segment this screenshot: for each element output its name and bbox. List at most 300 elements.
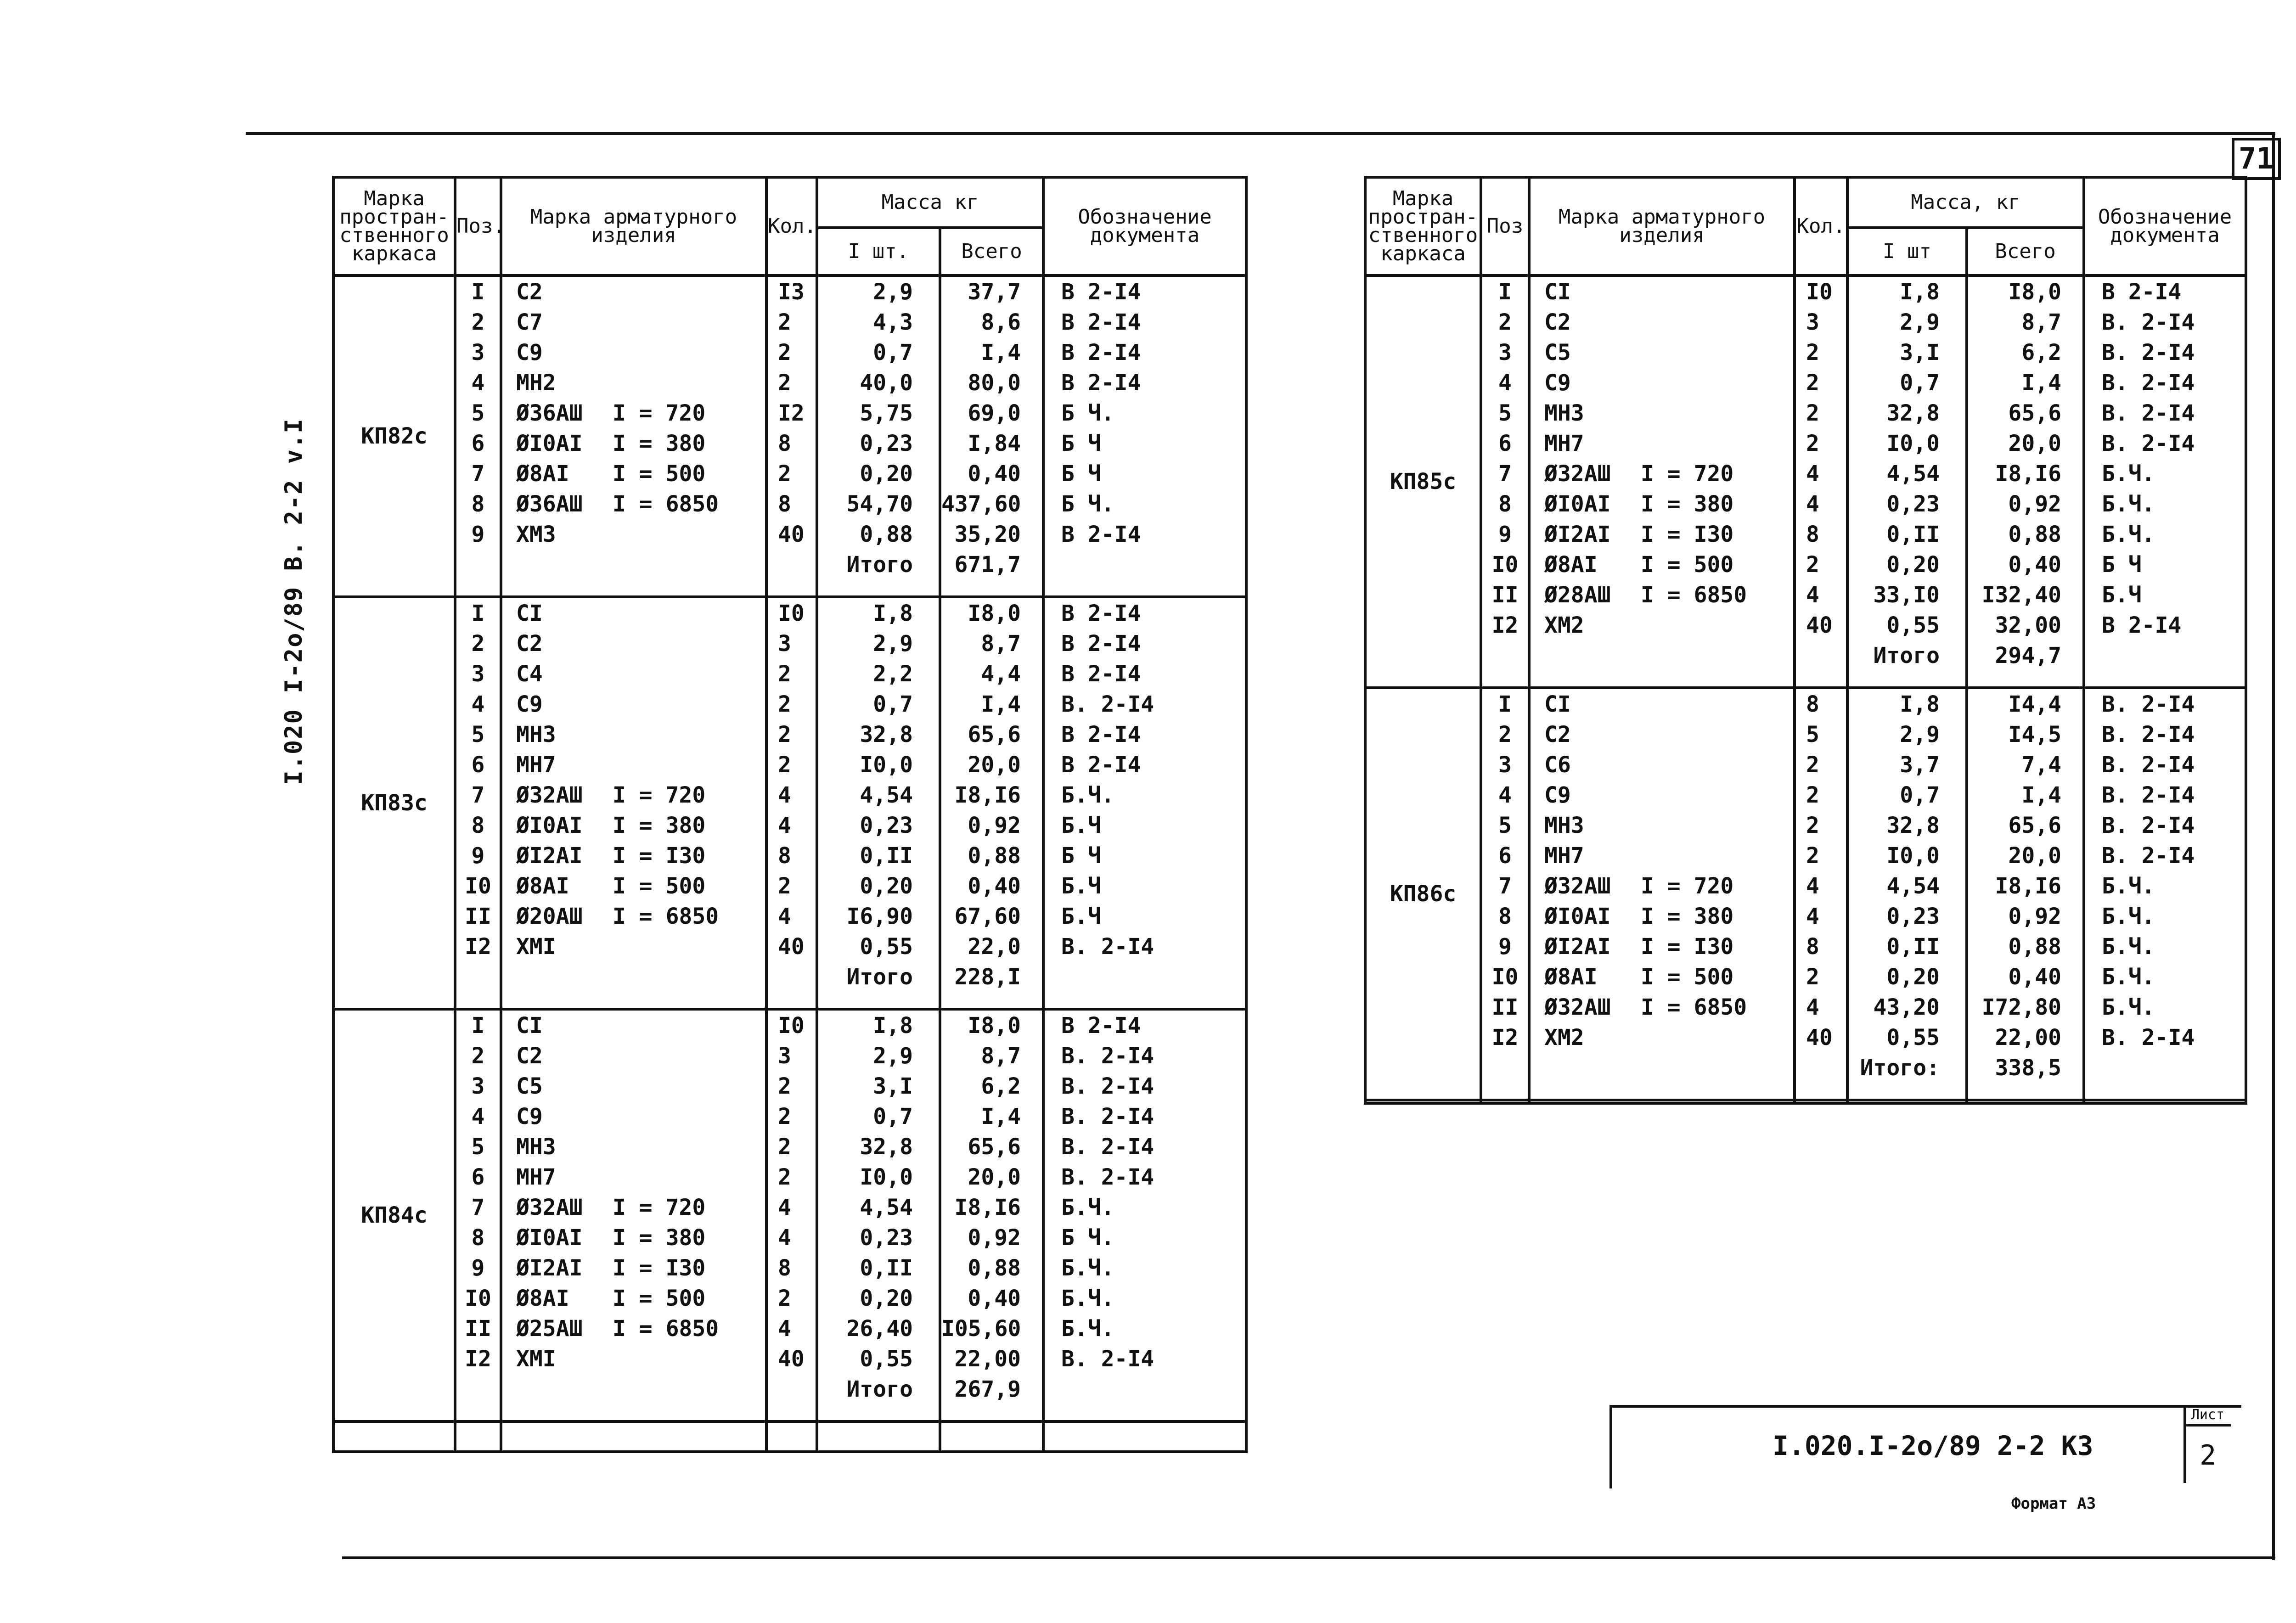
quantity-cell: 2 (1795, 368, 1847, 398)
item-length: I = 380 (1641, 491, 1734, 517)
table-row (1365, 489, 2246, 519)
position-cell: 2 (1481, 719, 1529, 750)
item-mark: С9 (1544, 782, 1571, 808)
item-mark-cell (501, 1223, 766, 1253)
position-cell: 2 (455, 629, 501, 659)
item-mark-cell (1529, 307, 1795, 337)
table-row (1365, 640, 2246, 671)
total-mass-cell: I05,60 (940, 1314, 1043, 1344)
document-cell: В 2-I4 (1043, 368, 1246, 398)
unit-mass-cell: 2,9 (817, 275, 940, 307)
item-length: I = I30 (1641, 522, 1734, 547)
position-cell: 4 (455, 689, 501, 719)
total-mass-cell: 671,7 (940, 550, 1043, 580)
total-mass-cell: 6,2 (1967, 337, 2084, 368)
position-cell: I0 (455, 1283, 501, 1314)
item-mark-cell (501, 428, 766, 459)
total-mass-cell: 0,40 (1967, 962, 2084, 992)
item-mark: ХМ2 (1544, 1025, 1584, 1050)
total-mass-cell: 65,6 (1967, 398, 2084, 428)
document-cell: Б.Ч. (2084, 992, 2246, 1022)
position-cell: 8 (455, 810, 501, 841)
unit-mass-cell: 4,54 (1847, 871, 1967, 901)
position-cell: 4 (455, 1101, 501, 1132)
item-mark: Ø8АI (1544, 552, 1598, 578)
item-mark: С7 (516, 309, 543, 335)
total-mass-cell: I8,I6 (1967, 459, 2084, 489)
total-mass-cell: 0,92 (940, 1223, 1043, 1253)
position-cell: 6 (455, 428, 501, 459)
unit-mass-cell: 0,7 (817, 1101, 940, 1132)
unit-mass-cell: I,8 (817, 597, 940, 629)
document-cell: В. 2-I4 (2084, 719, 2246, 750)
item-mark-cell (1529, 275, 1795, 307)
table-row (1365, 428, 2246, 459)
quantity-cell: 4 (1795, 489, 1847, 519)
total-mass-cell: 65,6 (940, 1132, 1043, 1162)
item-mark-cell (501, 1101, 766, 1132)
header-document: Обозначение документа (1043, 177, 1246, 275)
item-mark-cell (501, 337, 766, 368)
document-cell: В. 2-I4 (1043, 1101, 1246, 1132)
item-length: I = 6850 (613, 491, 719, 517)
item-mark-cell (1529, 398, 1795, 428)
quantity-cell: 4 (1795, 992, 1847, 1022)
table-row (333, 1283, 1246, 1314)
document-cell: Б Ч. (1043, 398, 1246, 428)
total-mass-cell: I8,0 (1967, 275, 2084, 307)
quantity-cell: 4 (766, 1192, 817, 1223)
quantity-cell: 2 (1795, 810, 1847, 841)
total-mass-cell: 7,4 (1967, 750, 2084, 780)
quantity-cell: 40 (766, 519, 817, 550)
table-row (1365, 750, 2246, 780)
item-mark-cell (501, 841, 766, 871)
item-mark: ØI0АI (516, 813, 583, 838)
quantity-cell: 8 (766, 489, 817, 519)
item-mark-cell (501, 871, 766, 901)
document-cell: В. 2-I4 (1043, 1132, 1246, 1162)
item-mark-cell (501, 1132, 766, 1162)
position-cell: II (1481, 580, 1529, 610)
quantity-cell: 4 (766, 1314, 817, 1344)
quantity-cell: 4 (1795, 901, 1847, 932)
position-cell: I (1481, 275, 1529, 307)
table-row (1365, 962, 2246, 992)
item-mark: ØI0АI (516, 1225, 583, 1251)
unit-mass-cell: 0,23 (1847, 489, 1967, 519)
quantity-cell: 8 (1795, 519, 1847, 550)
item-mark-cell (1529, 580, 1795, 610)
document-cell: Б Ч (1043, 428, 1246, 459)
unit-mass-cell: Итого: (1847, 1053, 1967, 1083)
item-mark-cell (501, 1374, 766, 1404)
unit-mass-cell: 4,54 (817, 1192, 940, 1223)
quantity-cell: 4 (1795, 580, 1847, 610)
unit-mass-cell: 0,55 (817, 1344, 940, 1374)
item-mark-cell (501, 398, 766, 428)
total-mass-cell: 65,6 (940, 719, 1043, 750)
table-row (333, 428, 1246, 459)
total-mass-cell: 0,88 (1967, 519, 2084, 550)
document-cell: Б.Ч. (2084, 871, 2246, 901)
table-row (1365, 1022, 2246, 1053)
total-mass-cell: 20,0 (1967, 841, 2084, 871)
item-length: I = 720 (1641, 461, 1734, 487)
position-cell: I0 (455, 871, 501, 901)
table-tail (333, 1421, 1246, 1452)
document-cell (2084, 1053, 2246, 1083)
item-length: I = 500 (613, 461, 706, 487)
group-spacer (333, 992, 1246, 1009)
header-frame-mark: Марка простран- ственного каркаса (333, 177, 455, 275)
item-mark: С9 (516, 1104, 543, 1129)
unit-mass-cell: 4,54 (1847, 459, 1967, 489)
table-row (333, 337, 1246, 368)
position-cell: 8 (455, 489, 501, 519)
header-quantity: Кол. (766, 177, 817, 275)
item-length: I = I30 (1641, 934, 1734, 960)
table-row (333, 810, 1246, 841)
item-mark-cell (501, 1344, 766, 1374)
item-mark-cell (1529, 992, 1795, 1022)
unit-mass-cell: 0,23 (817, 810, 940, 841)
unit-mass-cell: Итого (817, 550, 940, 580)
item-mark-cell (501, 550, 766, 580)
item-mark: ØI2АI (1544, 522, 1611, 547)
item-mark: С2 (516, 631, 543, 657)
position-cell: I (455, 1009, 501, 1041)
table-row (333, 550, 1246, 580)
position-cell: I2 (1481, 610, 1529, 640)
position-cell: 2 (455, 1041, 501, 1071)
table-row (333, 750, 1246, 780)
document-cell: Б.Ч (1043, 810, 1246, 841)
document-cell: Б.Ч. (2084, 962, 2246, 992)
document-cell: Б.Ч. (2084, 519, 2246, 550)
side-document-code: I.020 I-2o/89 B. 2-2 v.I (280, 418, 308, 785)
document-cell: Б.Ч. (1043, 1253, 1246, 1283)
item-length: I = 6850 (1641, 994, 1747, 1020)
table-row (333, 659, 1246, 689)
item-mark-cell (1529, 640, 1795, 671)
table-row (333, 629, 1246, 659)
total-mass-cell: I8,I6 (940, 1192, 1043, 1223)
total-mass-cell: 69,0 (940, 398, 1043, 428)
total-mass-cell: 0,92 (1967, 489, 2084, 519)
unit-mass-cell: 32,8 (817, 1132, 940, 1162)
document-cell: В. 2-I4 (2084, 780, 2246, 810)
position-cell: 8 (1481, 489, 1529, 519)
item-mark: С4 (516, 661, 543, 687)
total-mass-cell: I,4 (940, 689, 1043, 719)
quantity-cell: 2 (766, 337, 817, 368)
table-row (333, 459, 1246, 489)
position-cell: I (455, 275, 501, 307)
table-row (333, 1009, 1246, 1041)
position-cell: I (455, 597, 501, 629)
total-mass-cell: 294,7 (1967, 640, 2084, 671)
item-mark: Ø32АШ (1544, 873, 1611, 899)
quantity-cell: 40 (766, 932, 817, 962)
total-mass-cell: I8,0 (940, 1009, 1043, 1041)
table-row (333, 398, 1246, 428)
document-cell: Б Ч (2084, 550, 2246, 580)
quantity-cell: 2 (1795, 962, 1847, 992)
item-mark-cell (501, 1192, 766, 1223)
table-row (333, 1101, 1246, 1132)
item-mark-cell (501, 275, 766, 307)
position-cell: 5 (455, 1132, 501, 1162)
item-mark: МН3 (516, 1134, 556, 1160)
table-row (1365, 580, 2246, 610)
item-mark-cell (501, 659, 766, 689)
quantity-cell: 2 (766, 1132, 817, 1162)
total-mass-cell: 267,9 (940, 1374, 1043, 1404)
item-length: I = 380 (613, 813, 706, 838)
total-mass-cell: I,4 (940, 1101, 1043, 1132)
document-cell: Б Ч (1043, 459, 1246, 489)
item-mark-cell (501, 1162, 766, 1192)
table-row (1365, 1053, 2246, 1083)
table-row (1365, 398, 2246, 428)
table-row (333, 1374, 1246, 1404)
top-frame-line (246, 132, 2275, 135)
quantity-cell (766, 962, 817, 992)
frame-mark: КП84с (333, 1009, 455, 1421)
quantity-cell: 2 (766, 750, 817, 780)
document-cell: В. 2-I4 (2084, 398, 2246, 428)
table-row (333, 1071, 1246, 1101)
quantity-cell: I0 (1795, 275, 1847, 307)
item-mark-cell (501, 597, 766, 629)
table-row (333, 719, 1246, 750)
unit-mass-cell: 0,23 (817, 1223, 940, 1253)
position-cell: I2 (455, 932, 501, 962)
item-length: I = 380 (613, 1225, 706, 1251)
item-mark: МН7 (1544, 431, 1584, 456)
position-cell: II (455, 901, 501, 932)
header-mass-total: Всего (1967, 228, 2084, 275)
item-length: I = 380 (1641, 904, 1734, 929)
total-mass-cell: 8,6 (940, 307, 1043, 337)
quantity-cell (1795, 1053, 1847, 1083)
document-cell: В 2-I4 (1043, 275, 1246, 307)
total-mass-cell: I8,0 (940, 597, 1043, 629)
header-mass-unit: I шт (1847, 228, 1967, 275)
stamp-document-code: I.020.I-2o/89 2-2 КЗ (1773, 1430, 2093, 1461)
document-cell: В 2-I4 (1043, 337, 1246, 368)
position-cell: I0 (1481, 962, 1529, 992)
unit-mass-cell: I,8 (1847, 688, 1967, 719)
quantity-cell: 2 (766, 871, 817, 901)
unit-mass-cell: I0,0 (1847, 841, 1967, 871)
unit-mass-cell: I6,90 (817, 901, 940, 932)
position-cell: 9 (455, 841, 501, 871)
item-mark: МН3 (1544, 400, 1584, 426)
table-row (1365, 337, 2246, 368)
quantity-cell: 3 (1795, 307, 1847, 337)
item-mark: Ø8АI (1544, 964, 1598, 990)
document-cell: В 2-I4 (1043, 597, 1246, 629)
unit-mass-cell: 2,2 (817, 659, 940, 689)
document-cell: В. 2-I4 (2084, 428, 2246, 459)
position-cell: 3 (455, 659, 501, 689)
table-row (333, 307, 1246, 337)
item-mark: С9 (516, 691, 543, 717)
document-cell: В. 2-I4 (2084, 750, 2246, 780)
document-cell: В. 2-I4 (1043, 1041, 1246, 1071)
item-mark-cell (1529, 871, 1795, 901)
item-mark-cell (501, 459, 766, 489)
item-mark-cell (1529, 901, 1795, 932)
quantity-cell: 2 (1795, 428, 1847, 459)
table-row (333, 1314, 1246, 1344)
document-cell: В. 2-I4 (2084, 307, 2246, 337)
table-row (1365, 871, 2246, 901)
item-mark-cell (1529, 610, 1795, 640)
item-mark: ХМ2 (1544, 612, 1584, 638)
header-mass: Масса кг (817, 177, 1043, 228)
unit-mass-cell: 0,20 (1847, 962, 1967, 992)
position-cell: 2 (455, 307, 501, 337)
unit-mass-cell: 5,75 (817, 398, 940, 428)
position-cell (455, 550, 501, 580)
unit-mass-cell: 2,9 (1847, 307, 1967, 337)
quantity-cell: 2 (1795, 750, 1847, 780)
item-mark: МН2 (516, 370, 556, 396)
header-item-mark: Марка арматурного изделия (501, 177, 766, 275)
item-mark: Ø32АШ (516, 782, 583, 808)
position-cell: 3 (1481, 750, 1529, 780)
item-length: I = 6850 (1641, 582, 1747, 608)
total-mass-cell: 338,5 (1967, 1053, 2084, 1083)
quantity-cell (766, 550, 817, 580)
unit-mass-cell: 0,23 (1847, 901, 1967, 932)
item-mark: Ø32АШ (1544, 994, 1611, 1020)
total-mass-cell: 4,4 (940, 659, 1043, 689)
table-row (333, 871, 1246, 901)
document-cell: Б Ч (1043, 841, 1246, 871)
item-mark-cell (501, 719, 766, 750)
total-mass-cell: 0,88 (940, 1253, 1043, 1283)
header-position: Поз (1481, 177, 1529, 275)
item-mark-cell (501, 932, 766, 962)
position-cell: 3 (455, 337, 501, 368)
item-mark: С9 (516, 340, 543, 365)
total-mass-cell: I,4 (1967, 780, 2084, 810)
document-cell: В. 2-I4 (1043, 1162, 1246, 1192)
total-mass-cell: 37,7 (940, 275, 1043, 307)
item-mark-cell (501, 519, 766, 550)
item-mark-cell (501, 368, 766, 398)
table-row (1365, 610, 2246, 640)
item-mark: СI (516, 1013, 543, 1039)
table-row (1365, 719, 2246, 750)
item-mark-cell (1529, 489, 1795, 519)
item-length: I = 380 (613, 431, 706, 456)
unit-mass-cell: 0,20 (1847, 550, 1967, 580)
unit-mass-cell: 0,7 (817, 689, 940, 719)
unit-mass-cell: Итого (817, 962, 940, 992)
unit-mass-cell: 0,II (817, 841, 940, 871)
item-mark-cell (1529, 750, 1795, 780)
table-row (1365, 688, 2246, 719)
header-position: Поз. (455, 177, 501, 275)
item-length: I = 500 (613, 1286, 706, 1311)
unit-mass-cell: 0,55 (1847, 610, 1967, 640)
unit-mass-cell: 0,23 (817, 428, 940, 459)
frame-mark: КП85с (1365, 275, 1481, 688)
document-cell: В. 2-I4 (1043, 1344, 1246, 1374)
unit-mass-cell: 3,I (1847, 337, 1967, 368)
table-row (333, 1192, 1246, 1223)
total-mass-cell: 8,7 (1967, 307, 2084, 337)
item-mark: Ø32АШ (516, 1195, 583, 1220)
item-length: I = 720 (613, 782, 706, 808)
item-mark-cell (501, 1314, 766, 1344)
total-mass-cell: 8,7 (940, 629, 1043, 659)
item-mark: МН3 (1544, 813, 1584, 838)
position-cell: 4 (455, 368, 501, 398)
position-cell (1481, 1053, 1529, 1083)
quantity-cell: 8 (766, 428, 817, 459)
position-cell: 2 (1481, 307, 1529, 337)
table-row (1365, 780, 2246, 810)
table-row (333, 689, 1246, 719)
quantity-cell: 8 (766, 1253, 817, 1283)
document-cell (2084, 640, 2246, 671)
table-row (333, 1162, 1246, 1192)
quantity-cell (766, 1374, 817, 1404)
item-mark-cell (501, 1041, 766, 1071)
item-mark: СI (516, 601, 543, 626)
quantity-cell: 2 (766, 368, 817, 398)
item-mark: С5 (1544, 340, 1571, 365)
position-cell: 8 (1481, 901, 1529, 932)
item-mark-cell (1529, 337, 1795, 368)
quantity-cell: 2 (1795, 780, 1847, 810)
quantity-cell: 5 (1795, 719, 1847, 750)
document-cell: Б.Ч (1043, 901, 1246, 932)
item-mark: МН7 (516, 752, 556, 778)
position-cell: 6 (1481, 428, 1529, 459)
document-cell: Б.Ч. (2084, 459, 2246, 489)
total-mass-cell: 67,60 (940, 901, 1043, 932)
unit-mass-cell: 0,7 (1847, 368, 1967, 398)
position-cell: 5 (455, 398, 501, 428)
item-mark: С5 (516, 1073, 543, 1099)
quantity-cell: 2 (1795, 550, 1847, 580)
item-mark-cell (1529, 688, 1795, 719)
format-label: Формат АЗ (2011, 1494, 2096, 1513)
total-mass-cell: I,84 (940, 428, 1043, 459)
quantity-cell: I0 (766, 1009, 817, 1041)
quantity-cell: 2 (766, 459, 817, 489)
document-cell: В. 2-I4 (2084, 810, 2246, 841)
table-row (333, 1253, 1246, 1283)
header-mass-unit: I шт. (817, 228, 940, 275)
quantity-cell: 2 (766, 1162, 817, 1192)
unit-mass-cell: 4,3 (817, 307, 940, 337)
position-cell: 4 (1481, 368, 1529, 398)
quantity-cell: 40 (1795, 610, 1847, 640)
position-cell: I2 (455, 1344, 501, 1374)
position-cell: I (1481, 688, 1529, 719)
unit-mass-cell: 0,II (1847, 519, 1967, 550)
quantity-cell: 2 (1795, 337, 1847, 368)
item-length: I = 500 (1641, 552, 1734, 578)
